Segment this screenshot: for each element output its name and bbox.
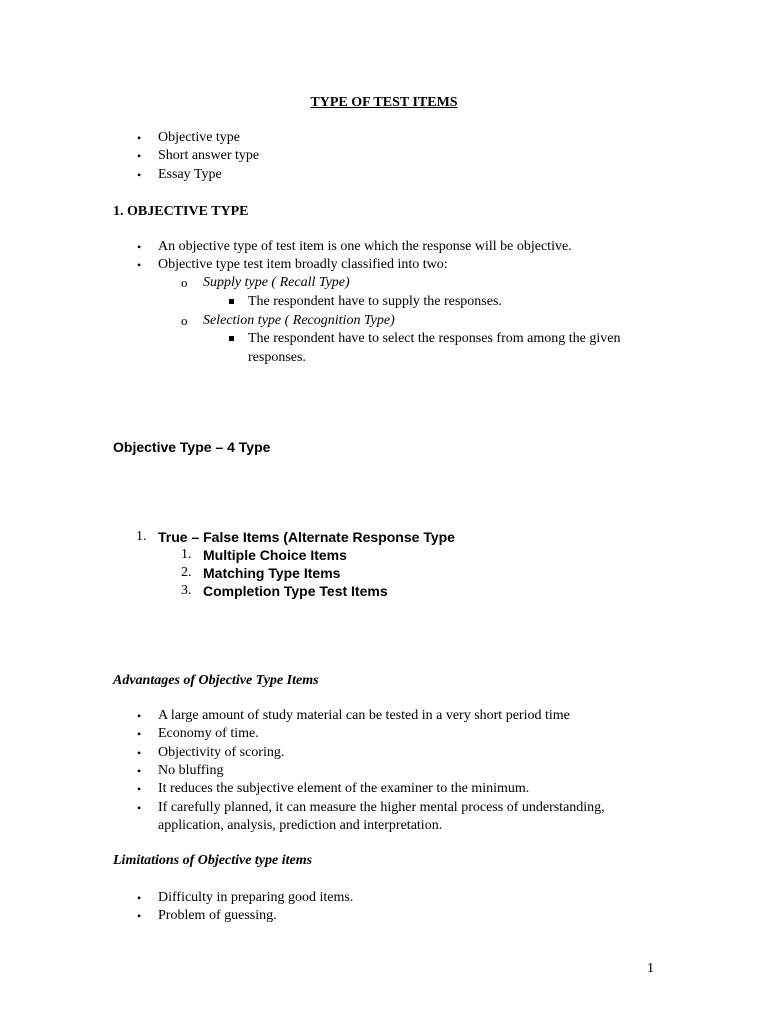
bullet-icon: • (137, 149, 142, 163)
list-item: Objectivity of scoring. (158, 745, 285, 760)
list-item: A large amount of study material can be tested in a very short period time (158, 708, 570, 723)
list-item: Problem of guessing. (158, 908, 277, 923)
bullet-icon: • (137, 258, 142, 272)
bullet-icon: • (137, 764, 142, 778)
sub-item-detail: The respondent have to supply the responses. (248, 294, 502, 309)
numbered-item: Matching Type Items (203, 565, 341, 581)
list-number: 1. (136, 529, 147, 544)
list-item: Difficulty in preparing good items. (158, 890, 354, 905)
list-item: If carefully planned, it can measure the higher mental process of understanding, (158, 800, 605, 815)
list-item: It reduces the subjective element of the examiner to the minimum. (158, 781, 530, 796)
numbered-item: Completion Type Test Items (203, 583, 388, 599)
limitations-heading: Limitations of Objective type items (113, 853, 313, 868)
bullet-icon: • (137, 801, 142, 815)
list-item: An objective type of test item is one which the response will be objective. (158, 239, 572, 254)
square-bullet-icon (229, 336, 234, 341)
bullet-icon: • (137, 168, 142, 182)
list-item: Objective type (158, 130, 241, 145)
bullet-icon: • (137, 891, 142, 905)
bullet-icon: • (137, 782, 142, 796)
list-item: Essay Type (158, 167, 222, 182)
section-heading: 1. OBJECTIVE TYPE (113, 204, 249, 219)
sub-item-label: Supply type ( Recall Type) (203, 275, 350, 290)
bullet-icon: • (137, 240, 142, 254)
circle-bullet-icon: o (181, 313, 188, 328)
sub-item-detail: The respondent have to select the responses from among the given (248, 331, 621, 346)
list-number: 1. (181, 547, 192, 562)
advantages-heading: Advantages of Objective Type Items (113, 673, 319, 688)
list-item: Economy of time. (158, 726, 259, 741)
square-bullet-icon (229, 299, 234, 304)
numbered-item: Multiple Choice Items (203, 547, 347, 563)
bullet-icon: • (137, 709, 142, 723)
list-number: 2. (181, 565, 192, 580)
sub-item-label: Selection type ( Recognition Type) (203, 313, 395, 328)
list-item: Short answer type (158, 148, 260, 163)
document-title: TYPE OF TEST ITEMS (310, 95, 458, 110)
bullet-icon: • (137, 746, 142, 760)
list-item: No bluffing (158, 763, 224, 778)
bullet-icon: • (137, 909, 142, 923)
list-item-continuation: application, analysis, prediction and interpretation. (158, 818, 443, 833)
numbered-item: True – False Items (Alternate Response Type (158, 529, 455, 545)
bullet-icon: • (137, 727, 142, 741)
circle-bullet-icon: o (181, 275, 188, 290)
list-item: Objective type test item broadly classified into two: (158, 257, 448, 272)
list-number: 3. (181, 583, 192, 598)
sub-item-detail-continuation: responses. (248, 350, 306, 365)
page-number: 1 (647, 961, 654, 976)
objective-types-heading: Objective Type – 4 Type (113, 439, 271, 455)
bullet-icon: • (137, 131, 142, 145)
